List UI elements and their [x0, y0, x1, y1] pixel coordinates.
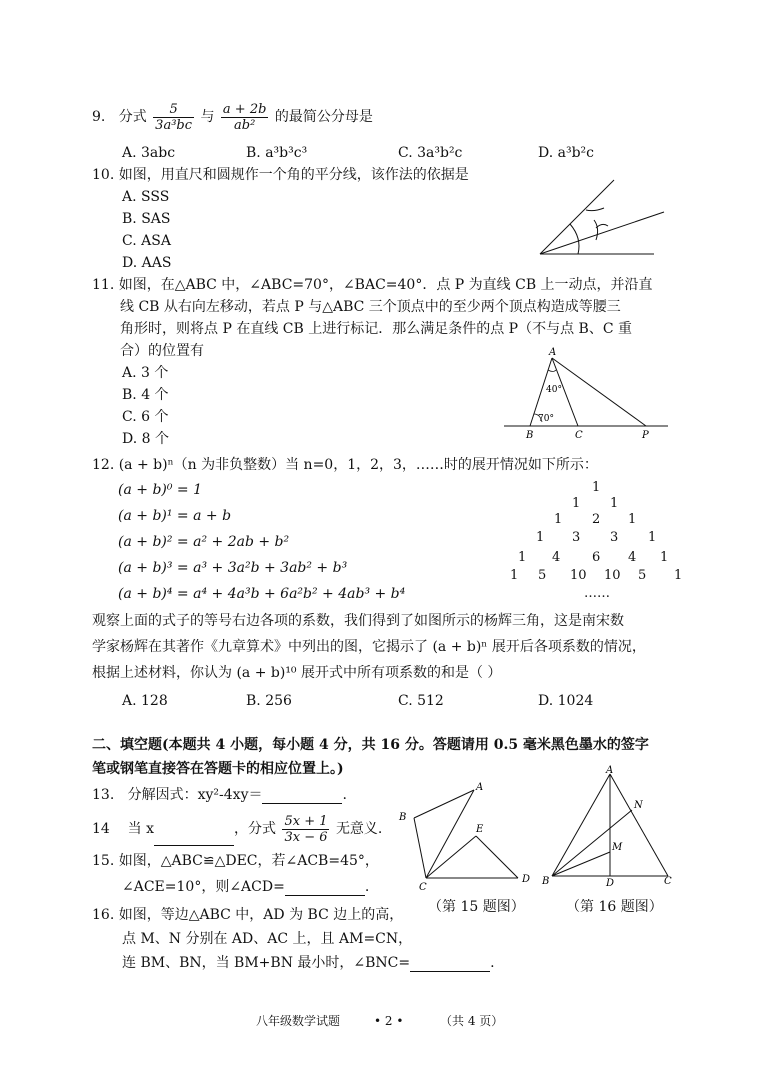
q15-label-b: B: [399, 812, 407, 823]
q16-label-n: N: [634, 800, 643, 811]
q14-answer-blank[interactable]: [154, 831, 234, 846]
q12-option-d: D. 1024: [538, 693, 594, 709]
q9-line: [92, 100, 373, 134]
q14-mid: ，分式: [234, 821, 276, 837]
q11-option-d: D. 8 个: [122, 431, 169, 447]
tri-num: 1: [592, 480, 601, 495]
q14-pre: 当 x: [127, 821, 154, 837]
q9-number: 9.: [92, 109, 106, 125]
q9-f1-den: 3a³bc: [155, 117, 193, 133]
q16-label-m: M: [612, 842, 623, 853]
q10-text: 10. 如图，用直尺和圆规作一个角的平分线，该作法的依据是: [92, 167, 469, 183]
q10-option-a: A. SSS: [122, 189, 170, 205]
tri-num: 5: [638, 568, 647, 583]
q10-option-d: D. AAS: [122, 255, 172, 271]
q12-formula-1: (a + b)¹ = a + b: [118, 508, 232, 524]
tri-num: 1: [572, 496, 581, 511]
q11-option-a: A. 3 个: [122, 365, 169, 381]
footer-page: • 2 •: [374, 1014, 404, 1028]
tri-num: 1: [660, 550, 669, 565]
tri-num: 10: [604, 568, 621, 583]
q13-answer-blank[interactable]: [262, 789, 342, 804]
q9-option-a: A. 3abc: [122, 145, 176, 161]
footer-total: （共 4 页）: [440, 1014, 504, 1028]
q11-line-3: 角形时，则将点 P 在直线 CB 上进行标记．那么满足条件的点 P（不与点 B、C 重: [120, 321, 632, 337]
footer-grade: 八年级数学试题: [256, 1014, 341, 1028]
q13-text: 分解因式：xy²-4xy＝: [127, 787, 263, 803]
q11-line-1: 11. 如图，在△ABC 中，∠ABC=70°，∠BAC=40°．点 P 为直线 CB 上一动点，并沿直: [92, 277, 653, 293]
q12-option-a: A. 128: [122, 693, 168, 709]
q12-body-1: 观察上面的式子的等号右边各项的系数，我们得到了如图所示的杨辉三角，这是南宋数: [92, 613, 624, 629]
q15-label-c: C: [419, 882, 427, 892]
tri-num: 1: [518, 550, 527, 565]
q13-number: 13.: [92, 787, 115, 803]
q12-formula-4: (a + b)⁴ = a⁴ + 4a³b + 6a²b² + 4ab³ + b⁴: [118, 586, 406, 602]
tri-num: 1: [510, 568, 519, 583]
q11-line-2: 线 CB 从右向左移动，若点 P 与△ABC 三个顶点中的至少两个顶点构造成等腰三: [120, 299, 621, 315]
tri-num: 1: [674, 568, 683, 583]
q11-label-p: P: [642, 430, 649, 441]
q12-body-2: 学家杨辉在其著作《九章算术》中列出的图，它揭示了 (a + b)ⁿ 展开后各项系数的情况，: [92, 639, 646, 655]
tri-num: 10: [570, 568, 587, 583]
q16-label-b: B: [542, 876, 550, 887]
q11-triangle-figure: [500, 346, 672, 442]
q9-fraction-2: [221, 102, 269, 133]
q14-number: 14: [92, 821, 110, 837]
q9-fraction-1: [153, 102, 194, 133]
q11-option-c: C. 6 个: [122, 409, 169, 425]
q15-label-e: E: [476, 824, 484, 835]
q13-line: [92, 786, 347, 804]
q9-post: 的最简公分母是: [274, 109, 373, 125]
tri-num: 1: [628, 512, 637, 527]
tri-num: 4: [552, 550, 561, 565]
q12-intro: 12. (a + b)ⁿ（n 为非负整数）当 n=0，1，2，3，……时的展开情况如下所示：: [92, 457, 598, 473]
q15-figure: [394, 780, 540, 892]
q11-angle-b: 70°: [538, 414, 554, 424]
q15-label-d: D: [522, 874, 531, 885]
q16-figure: [540, 764, 680, 892]
q11-label-c: C: [575, 430, 583, 441]
tri-num: 3: [572, 530, 581, 545]
q14-f-num: 5x + 1: [284, 813, 328, 829]
q9-option-c: C. 3a³b²c: [398, 145, 463, 161]
q16-line-2: 点 M、N 分别在 AD、AC 上，且 AM=CN，: [122, 931, 413, 947]
q13-end: .: [342, 787, 347, 803]
q12-option-b: B. 256: [246, 693, 292, 709]
q16-answer-blank[interactable]: [410, 957, 490, 972]
q16-label-a: A: [606, 765, 614, 776]
q15-end: .: [364, 879, 370, 895]
q11-option-b: B. 4 个: [122, 387, 169, 403]
tri-num: 1: [610, 496, 619, 511]
tri-num: 1: [648, 530, 657, 545]
q15-answer-blank[interactable]: [285, 881, 365, 896]
tri-num: 3: [610, 530, 619, 545]
q14-f-den: 3x − 6: [284, 829, 328, 845]
q16-caption: （第 16 题图）: [566, 899, 663, 915]
q15-caption: （第 15 题图）: [428, 899, 525, 915]
q11-label-b: B: [526, 430, 534, 441]
q14-post: 无意义.: [335, 821, 383, 837]
q16-label-d: D: [606, 878, 615, 889]
q10-option-b: B. SAS: [122, 211, 171, 227]
q11-line-4: 合）的位置有: [120, 343, 204, 359]
q15-line-2: [122, 878, 369, 896]
q15-line-2-text: ∠ACE=10°，则∠ACD=: [122, 879, 285, 895]
q10-angle-bisector-figure: [530, 176, 670, 262]
section2-heading-2: 笔或钢笔直接答在答题卡的相应位置上。): [92, 761, 344, 777]
tri-num: 1: [536, 530, 545, 545]
q9-pre: 分式: [118, 109, 147, 125]
q9-f2-num: a + 2b: [222, 101, 267, 117]
q12-option-c: C. 512: [398, 693, 444, 709]
tri-num: 5: [538, 568, 547, 583]
q12-formula-0: (a + b)⁰ = 1: [118, 482, 203, 498]
tri-num: 6: [592, 550, 601, 565]
q9-f1-num: 5: [153, 102, 194, 118]
q9-option-d: D. a³b²c: [538, 145, 594, 161]
q16-line-3-text: 连 BM、BN，当 BM+BN 最小时，∠BNC=: [122, 955, 411, 971]
q16-label-c: C: [664, 876, 672, 887]
q15-label-a: A: [476, 782, 484, 793]
q14-fraction: [282, 814, 329, 845]
q9-mid: 与: [200, 109, 215, 125]
q12-formula-2: (a + b)² = a² + 2ab + b²: [118, 534, 290, 550]
q16-end: .: [490, 955, 495, 971]
tri-num: 1: [554, 512, 563, 527]
q9-option-b: B. a³b³c³: [246, 145, 308, 161]
tri-num: 4: [628, 550, 637, 565]
q16-line-3: [122, 954, 495, 972]
q11-angle-a: 40°: [546, 385, 562, 395]
q15-line-1: 15. 如图，△ABC≌△DEC，若∠ACB=45°，: [92, 853, 379, 869]
q9-f2-den: ab²: [234, 117, 256, 133]
q12-formula-3: (a + b)³ = a³ + 3a²b + 3ab² + b³: [118, 560, 348, 576]
q14-line: [92, 812, 382, 846]
q12-body-3: 根据上述材料，你认为 (a + b)¹⁰ 展开式中所有项系数的和是（ ）: [92, 665, 502, 681]
q10-option-c: C. ASA: [122, 233, 171, 249]
section2-heading-1: 二、填空题(本题共 4 小题，每小题 4 分，共 16 分。答题请用 0.5 毫米黑色墨水的签字: [92, 737, 649, 753]
q11-label-a: A: [549, 347, 557, 358]
tri-num: 2: [592, 512, 601, 527]
q16-line-1: 16. 如图，等边△ABC 中，AD 为 BC 边上的高，: [92, 907, 404, 923]
tri-ellipsis: ……: [584, 586, 610, 601]
